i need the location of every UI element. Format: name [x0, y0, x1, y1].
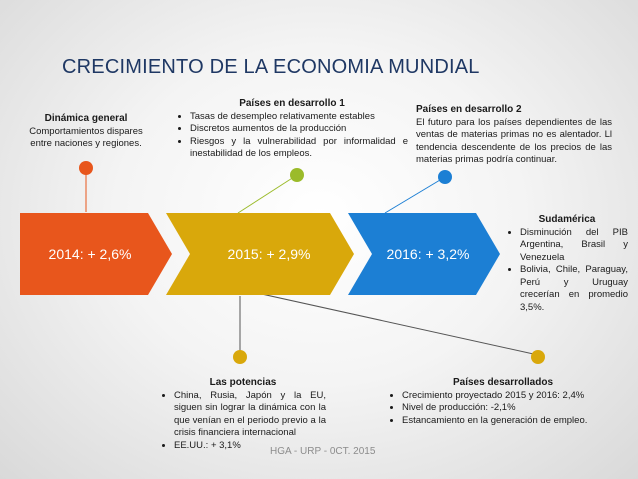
dinamica-general-text: Comportamientos dispares entre naciones y regiones. — [29, 125, 143, 149]
sudamerica-box — [506, 214, 628, 314]
arrow-2015-label: 2015: + 2,9% — [227, 246, 311, 262]
desarrollados-list — [388, 390, 618, 428]
arrow-2014-label: 2014: + 2,6% — [48, 246, 132, 262]
dot-orange — [79, 161, 93, 175]
potencias-box — [160, 377, 326, 452]
dot-green — [290, 168, 304, 182]
arrow-2016 — [348, 205, 500, 303]
list-item: • EE.UU.: + 3,1% — [174, 440, 326, 453]
list-item: • Bolivia, Chile, Paraguay, Perú y Uruguay crecerían en promedio 3,5%. — [520, 264, 628, 314]
footer-credit: HGA - URP - 0CT. 2015 — [270, 446, 376, 457]
list-item: • Riesgos y la vulnerabilidad por informalidad e inestabilidad de los empleos. — [190, 136, 408, 161]
dinamica-general-box — [18, 113, 154, 151]
slide-title: CRECIMIENTO DE LA ECONOMIA MUNDIAL — [62, 56, 480, 78]
sudamerica-list — [506, 227, 628, 315]
arrow-2014 — [20, 205, 172, 303]
list-item: • Crecimiento proyectado 2015 y 2016: 2,4% — [402, 390, 618, 403]
list-item: • Discretos aumentos de la producción — [190, 123, 408, 136]
dot-gold-right — [531, 350, 545, 364]
sudamerica-heading: Sudamérica — [538, 214, 596, 225]
desarrollo2-text: El futuro para los países dependientes de las ventas de materias primas no es alentador. Ll tendencia descendente de los precios de las materias primas podría continuar. — [416, 116, 612, 165]
desarrollo1-box — [176, 98, 408, 161]
potencias-list — [160, 390, 326, 453]
arrow-2016-label: 2016: + 3,2% — [386, 246, 470, 262]
desarrollo1-list — [176, 111, 408, 161]
list-item: • China, Rusia, Japón y la EU, siguen sin lograr la dinámica con la que venían en el periodo previo a la crisis financiera internacional — [174, 390, 326, 440]
desarrollo1-heading: Países en desarrollo 1 — [239, 98, 345, 109]
desarrollo2-heading: Países en desarrollo 2 — [416, 104, 522, 115]
list-item: • Nivel de producción: -2,1% — [402, 402, 618, 415]
dot-blue — [438, 170, 452, 184]
desarrollo2-box — [416, 104, 612, 167]
dot-gold-left — [233, 350, 247, 364]
dinamica-general-heading: Dinámica general — [44, 113, 128, 124]
list-item: • Disminución del PIB Argentina, Brasil y Venezuela — [520, 227, 628, 265]
arrow-2015 — [166, 205, 354, 303]
list-item: • Estancamiento en la generación de empleo. — [402, 415, 618, 428]
desarrollados-box — [388, 377, 618, 427]
desarrollados-heading: Países desarrollados — [452, 377, 554, 388]
potencias-heading: Las potencias — [209, 377, 277, 388]
list-item: • Tasas de desempleo relativamente estables — [190, 111, 408, 124]
